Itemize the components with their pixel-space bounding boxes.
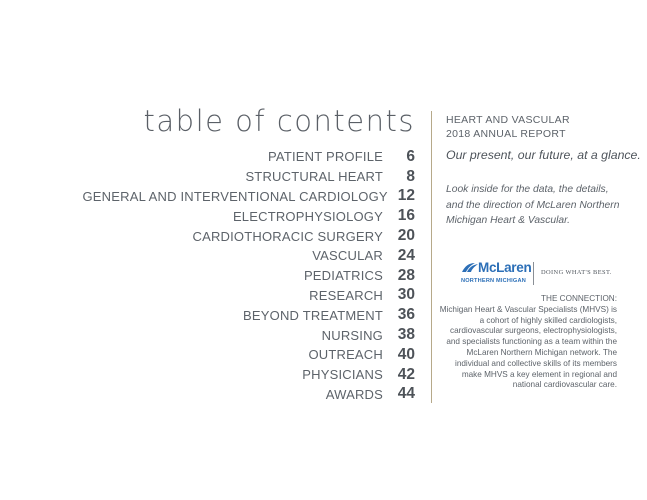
toc-item xyxy=(85,226,415,246)
toc-item-label: PEDIATRICS xyxy=(303,268,383,284)
toc-item-label: CARDIOTHORACIC SURGERY xyxy=(192,228,383,244)
toc-item-label: STRUCTURAL HEART xyxy=(245,169,383,185)
toc-item-page-number: 38 xyxy=(397,326,415,344)
toc-item-page-number: 6 xyxy=(406,147,415,165)
toc-item xyxy=(85,345,415,365)
toc-item-label: VASCULAR xyxy=(312,248,383,264)
toc-item xyxy=(85,385,415,405)
logo-separator xyxy=(533,262,534,285)
toc-list xyxy=(82,147,415,404)
toc-item-page-number: 40 xyxy=(397,345,415,363)
toc-item-page-number: 8 xyxy=(406,167,415,185)
report-title-line2: 2018 ANNUAL REPORT xyxy=(446,128,566,140)
toc-item-label: RESEARCH xyxy=(309,287,383,303)
connection-body: Michigan Heart & Vascular Specialists (MHVS) is a cohort of highly skilled cardiologists, cardiovascular surgeons, electrophysiologists, and specialists functioning as a team within the McLaren Northern Michigan network. The individual and collective skills of its members make MHVS a key element in regional and national cardiovascular care. xyxy=(439,304,617,390)
toc-item-label: OUTREACH xyxy=(308,347,383,363)
intro-text: Look inside for the data, the details, and the direction of McLaren Northern Michigan Heart & Vascular. xyxy=(446,184,620,226)
toc-heading: table of contents xyxy=(143,104,415,138)
logo-motto: DOING WHAT'S BEST. xyxy=(541,269,612,276)
toc-item xyxy=(85,325,415,345)
report-title-line1: HEART AND VASCULAR xyxy=(446,114,570,126)
toc-item-page-number: 20 xyxy=(397,227,415,245)
toc-item-page-number: 24 xyxy=(397,246,415,264)
toc-item xyxy=(85,246,415,266)
toc-item-page-number: 12 xyxy=(397,187,415,205)
toc-item xyxy=(85,167,415,187)
toc-item xyxy=(85,266,415,286)
connection-heading: THE CONNECTION: xyxy=(541,294,617,303)
tagline: Our present, our future, at a glance. xyxy=(446,148,641,162)
toc-item xyxy=(85,365,415,385)
toc-item xyxy=(85,147,415,167)
connection-block xyxy=(437,294,617,391)
mclaren-swoosh-icon xyxy=(461,262,479,274)
toc-item-label: PHYSICIANS xyxy=(302,367,383,383)
toc-item-label: GENERAL AND INTERVENTIONAL CARDIOLOGY xyxy=(82,188,388,204)
toc-item-label: BEYOND TREATMENT xyxy=(243,307,383,323)
toc-item-label: ELECTROPHYSIOLOGY xyxy=(232,208,383,224)
toc-item-page-number: 44 xyxy=(397,385,415,403)
logo-name: McLaren xyxy=(478,260,532,275)
mclaren-logo xyxy=(461,261,621,289)
toc-item-page-number: 16 xyxy=(397,207,415,225)
toc-item xyxy=(85,206,415,226)
toc-item-label: AWARDS xyxy=(325,386,383,402)
toc-item-label: NURSING xyxy=(321,327,383,343)
logo-subtitle: NORTHERN MICHIGAN xyxy=(461,278,526,284)
toc-item-page-number: 36 xyxy=(397,306,415,324)
toc-item xyxy=(85,286,415,306)
toc-item xyxy=(85,305,415,325)
toc-item xyxy=(82,187,415,207)
toc-item-page-number: 42 xyxy=(397,365,415,383)
toc-item-label: PATIENT PROFILE xyxy=(268,149,383,165)
vertical-divider xyxy=(431,111,432,403)
toc-item-page-number: 30 xyxy=(397,286,415,304)
toc-item-page-number: 28 xyxy=(397,266,415,284)
report-title xyxy=(446,113,570,141)
